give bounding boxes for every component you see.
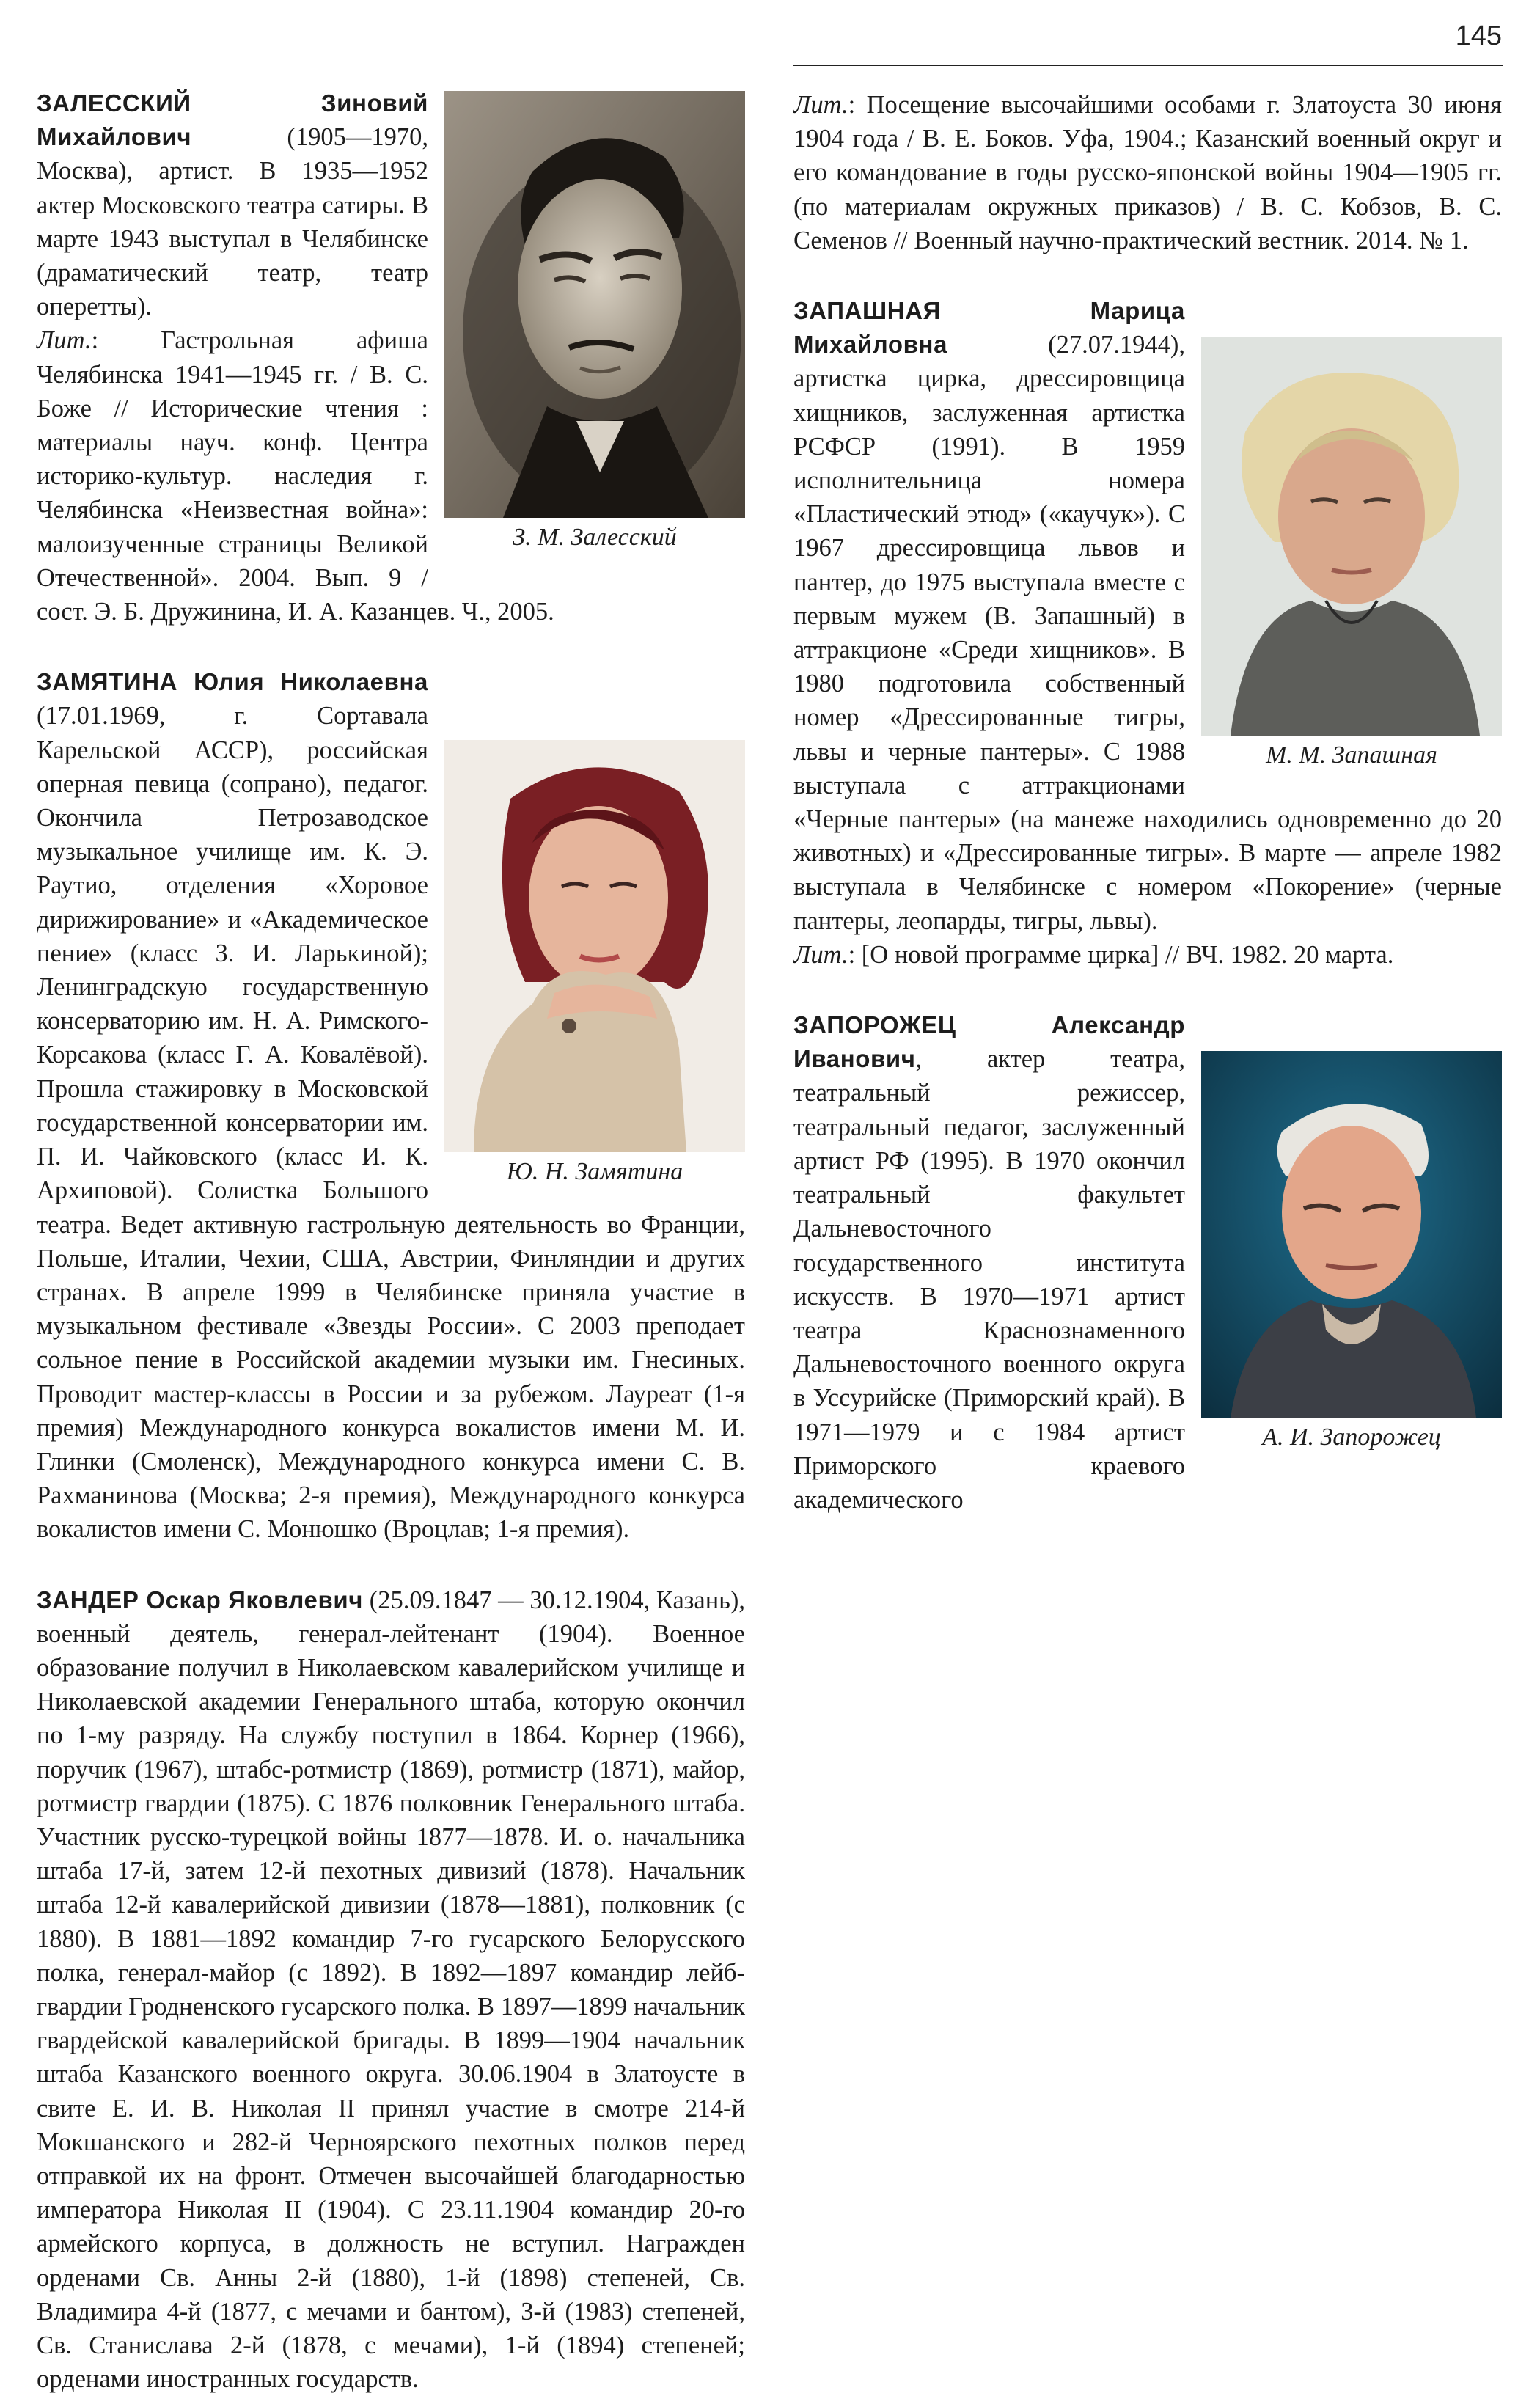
lit-zapashnaya [793, 938, 1502, 972]
portrait-zalessky [444, 91, 745, 554]
headword-zalessky: ЗАЛЕССКИЙ Зиновий Михайлович [37, 89, 428, 151]
caption-zamyatina: Ю. Н. Замятина [506, 1158, 683, 1186]
entry-zaporozhets [793, 1008, 1502, 1517]
entry-text-zander [37, 1583, 745, 2396]
right-column [793, 88, 1502, 2288]
portrait-photo-zamyatina [444, 740, 745, 1152]
color-portrait-icon [1201, 1051, 1502, 1418]
entry-zander [37, 1583, 745, 2396]
headword-zander: ЗАНДЕР Оскар Яковлевич [37, 1586, 364, 1613]
body-zalessky: (1905—1970, Москва), артист. В 1935—1952 актер Московского театра сатиры. В марте 1943 выступал в Челябинске (драматический театр, театр оперетты). [37, 123, 428, 321]
sepia-portrait-icon [444, 91, 745, 518]
headword-zamyatina: ЗАМЯТИНА Юлия Николаевна [37, 668, 428, 696]
entry-zander-continued [793, 88, 1502, 257]
body-zapashnaya: (27.07.1944), артистка цирка, дрессировщица хищников, заслуженная артистка РСФСР (1991). В 1959 исполнительница номера «Пластический этюд» («каучук»). С 1967 дрессировщица львов и пантер, до 1975 выступала вместе с первым мужем (В. Запашный) в аттракционе «Среди хищников». В 1980 подготовила собственный номер «Дрессированные тигры, львы и черные пантеры». С 1988 выступала с аттракционами «Черные пантеры» (на манеже находились одновременно до 20 животных) и «Дрессированные тигры». В марте — апреле 1982 выступала в Челябинске с номером «Покорение» (черные пантеры, леопарды, тигры, львы). [793, 331, 1502, 935]
entry-zamyatina [37, 665, 745, 1546]
body-zander: (25.09.1847 — 30.12.1904, Казань), военный деятель, генерал-лейтенант (1904). Военное образование получил в Николаевском кавалерийском училище и Николаевской академии Генерального штаба, которую окончил по 1-му разряду. На службу поступил в 1864. Корнер (1966), поручик (1967), штабс-ротмистр (1869), ротмистр (1871), майор, ротмистр гвардии (1875). С 1876 полковник Генерального штаба. Участник русско-турецкой войны 1877—1878. И. о. начальника штаба 17-й, затем 12-й пехотных дивизий (1878). Начальник штаба 12-й кавалерийской дивизии (1878—1881), полковник (с 1880). В 1881—1892 командир 7-го гусарского Белорусского полка, генерал-майор (с 1892). В 1892—1897 командир лейб-гвардии Гродненского гусарского полка. В 1897—1899 начальник гвардейской кавалерийской бригады. В 1899—1904 начальник штаба Казанского военного округа. 30.06.1904 в Златоусте в свите Е. И. В. Николая II принял участие в смотре 214-й Мокшанского и 282-й Черноярского пехотных полков перед отправкой их на фронт. Отмечен высочайшей благодарностью императора Николая II (1904). С 23.11.1904 командир 20-го армейского корпуса, в должность не вступил. Награжден орденами Св. Анны 2-й (1880), 1-й (1898) степеней, Св. Владимира 4-й (1877, с мечами и бантом), 3-й (1983) степеней, Св. Станислава 2-й (1878, с мечами), 1-й (1894) степеней; орденами иностранных государств. [37, 1586, 746, 2394]
page-number: 145 [1455, 21, 1502, 51]
entry-zapashnaya [793, 294, 1502, 972]
caption-zalessky: З. М. Залесский [513, 524, 677, 551]
color-portrait-icon [1201, 337, 1502, 736]
body-zaporozhets: , актер театра, театральный режиссер, театральный педагог, заслуженный артист РФ (1995). В 1970 окончил театральный факультет Дальневосточного государственного института искусств. В 1970—1971 артист театра Краснознаменного Дальневосточного военного округа в Уссурийске (Приморский край). В 1971—1979 и с 1984 артист Приморского краевого академического [793, 1045, 1185, 1514]
caption-zapashnaya: М. М. Запашная [1266, 741, 1437, 769]
portrait-photo-zalessky [444, 91, 745, 518]
caption-zaporozhets: А. И. Запорожец [1262, 1424, 1441, 1451]
lit-text-zander: : Посещение высочайшими особами г. Златоуста 30 июня 1904 года / В. Е. Боков. Уфа, 1904.; Казанский военный округ и его командование в годы русско-японской войны 1904—1905 гг. (по материалам окружных приказов) / В. С. Кобзов, В. С. Семенов // Военный научно-практический вестник. 2014. № 1. [793, 91, 1502, 254]
portrait-photo-zapashnaya [1201, 337, 1502, 736]
lit-label-zander: Лит. [793, 91, 848, 119]
headword-zapashnaya: ЗАПАШНАЯ Марица Михайловна [793, 297, 1185, 359]
lit-text-zapashnaya: : [О новой программе цирка] // ВЧ. 1982. 20 марта. [848, 940, 1394, 969]
body-zamyatina: (17.01.1969, г. Сортавала Карельской АССР), российская оперная певица (сопрано), педагог. Окончила Петрозаводское музыкальное училище им. К. Э. Раутио, отделения «Хоровое дирижирование» и «Академическое пение» (класс З. И. Ларькиной); Ленинградскую государственную консерваторию им. Н. А. Римского-Корсакова (класс Г. А. Ковалёвой). Прошла стажировку в Московской государственной консерватории им. П. И. Чайковского (класс И. К. Архиповой). Солистка Большого театра. Ведет активную гастрольную деятельность во Франции, Польше, Италии, Чехии, США, Австрии, Финляндии и других странах. В апреле 1999 в Челябинске приняла участие в музыкальном фестивале «Звезды России». С 2003 преподает сольное пение в Российской академии музыки им. Гнесиных. Проводит мастер-классы в России и за рубежом. Лауреат (1-я премия) Международного конкурса вокалистов имени М. И. Глинки (Смоленск), Международного конкурса имени С. В. Рахманинова (Москва; 2-я премия), Международного конкурса вокалистов имени С. Монюшко (Вроцлав; 1-я премия). [37, 702, 745, 1544]
entry-zalessky [37, 87, 745, 629]
portrait-zapashnaya [1201, 337, 1502, 772]
left-column [37, 87, 746, 2394]
lit-zander [793, 88, 1502, 257]
headword-zaporozhets: ЗАПОРОЖЕЦ Александр Иванович [793, 1011, 1185, 1073]
lit-label-zapashnaya: Лит. [793, 940, 848, 969]
portrait-photo-zaporozhets [1201, 1051, 1502, 1418]
color-portrait-icon [444, 740, 745, 1152]
portrait-zaporozhets [1201, 1051, 1502, 1454]
header-rule [793, 65, 1503, 66]
lit-text-zalessky: : Гастрольная афиша Челябинска 1941—1945 гг. / В. С. Боже // Исторические чтения : материалы науч. конф. Центра историко-культур. наследия г. Челябинска «Неизвестная война»: малоизученные страницы Великой Отечественной». 2004. Вып. 9 / сост. Э. Б. Дружинина, И. А. Казанцев. Ч., 2005. [37, 326, 554, 626]
portrait-zamyatina [444, 740, 745, 1189]
lit-label-zalessky: Лит. [37, 326, 92, 355]
